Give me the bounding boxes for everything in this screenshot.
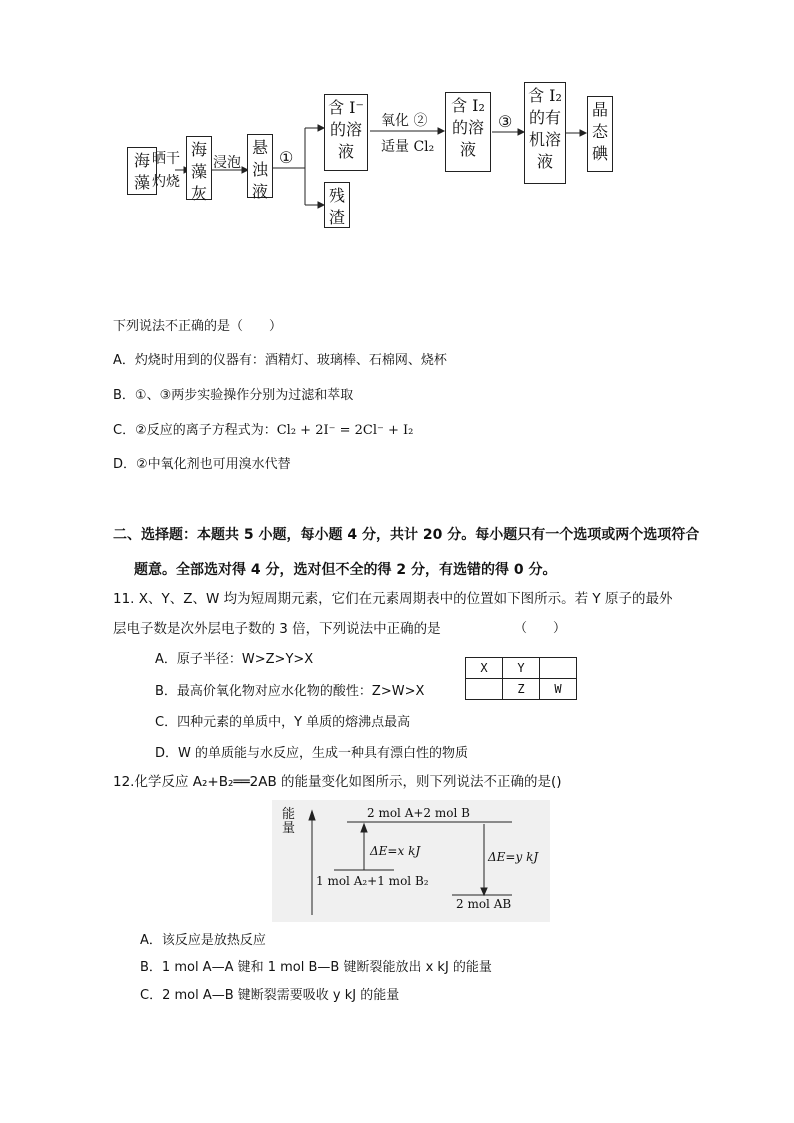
flow-box-iodide-solution: 含 I⁻ 的溶液 — [324, 94, 368, 171]
q10-option-d: D．②中氧化剂也可用溴水代替 — [113, 457, 291, 472]
energy-level-products: 2 mol AB — [456, 897, 512, 911]
q10-option-c-equation: Cl₂ + 2I⁻ = 2Cl⁻ + I₂ — [276, 423, 414, 438]
pt-cell — [540, 658, 577, 679]
q10-stem: 下列说法不正确的是（ ） — [113, 319, 283, 334]
section2-heading-line2: 题意。全部选对得 4 分，选对但不全的得 2 分，有选错的得 0 分。 — [134, 562, 557, 578]
pt-cell — [466, 679, 503, 700]
flow-box-crystal-iodine: 晶态碘 — [587, 96, 613, 172]
q12-option-a: A．该反应是放热反应 — [140, 933, 266, 948]
energy-delta-y: ΔE=y kJ — [488, 850, 539, 864]
q10-option-a: A．灼烧时用到的仪器有：酒精灯、玻璃棒、石棉网、烧杯 — [113, 353, 447, 368]
flow-box-iodine-solution: 含 I₂ 的溶液 — [445, 92, 491, 172]
q10-option-c — [113, 422, 413, 440]
q11-stem-line1: 11. X、Y、Z、W 均为短周期元素，它们在元素周期表中的位置如下图所示。若 Y 原子的最外 — [113, 591, 673, 607]
q11-option-b: B．最高价氧化物对应水化物的酸性：Z>W>X — [155, 684, 425, 699]
periodic-table-fragment — [465, 657, 577, 700]
pt-cell: Y — [503, 658, 540, 679]
flow-step-oxidize: 氧化 ② — [381, 113, 428, 129]
q12-option-b: B．1 mol A—A 键和 1 mol B—B 键断裂能放出 x kJ 的能量 — [140, 960, 492, 975]
pt-cell: X — [466, 658, 503, 679]
pt-cell: Z — [503, 679, 540, 700]
q12-option-c: C．2 mol A—B 键断裂需要吸收 y kJ 的能量 — [140, 988, 400, 1003]
energy-diagram — [272, 800, 550, 922]
q10-option-b: B．①、③两步实验操作分别为过滤和萃取 — [113, 388, 354, 403]
section2-heading-line1: 二、选择题：本题共 5 小题，每小题 4 分，共计 20 分。每小题只有一个选项或两个选项符合 — [113, 527, 700, 543]
flow-box-seaweed: 海藻 — [127, 147, 157, 195]
q10-option-c-text: C．②反应的离子方程式为： — [113, 423, 277, 438]
flow-box-organic-solution: 含 I₂ 的有机溶液 — [524, 82, 566, 184]
flow-box-residue: 残渣 — [324, 182, 350, 228]
energy-axis-label: 能量 — [282, 807, 296, 836]
flow-step-1: ① — [279, 148, 294, 167]
q11-stem-line2: 层电子数是次外层电子数的 3 倍，下列说法中正确的是 — [113, 621, 441, 637]
pt-cell: W — [540, 679, 577, 700]
energy-level-top: 2 mol A+2 mol B — [367, 806, 470, 820]
q12-stem: 12.化学反应 A₂+B₂══2AB 的能量变化如图所示，则下列说法不正确的是() — [113, 774, 562, 790]
flow-step-dry: 晒干 — [152, 151, 180, 167]
flow-box-ash: 海藻灰 — [186, 136, 212, 200]
flow-step-3: ③ — [498, 112, 513, 131]
q11-option-a: A．原子半径：W>Z>Y>X — [155, 652, 314, 667]
flow-box-suspension: 悬浊液 — [247, 134, 273, 198]
q11-option-c: C．四种元素的单质中，Y 单质的熔沸点最高 — [155, 715, 411, 730]
q11-option-d: D．W 的单质能与水反应，生成一种具有漂白性的物质 — [155, 746, 468, 761]
flow-step-cl2: 适量 Cl₂ — [381, 139, 435, 155]
flow-step-soak: 浸泡 — [213, 155, 241, 171]
energy-level-reactants: 1 mol A₂+1 mol B₂ — [316, 874, 429, 888]
flow-step-burn: 灼烧 — [152, 174, 180, 190]
energy-delta-x: ΔE=x kJ — [370, 844, 421, 858]
q11-answer-paren: （ ） — [514, 621, 567, 636]
